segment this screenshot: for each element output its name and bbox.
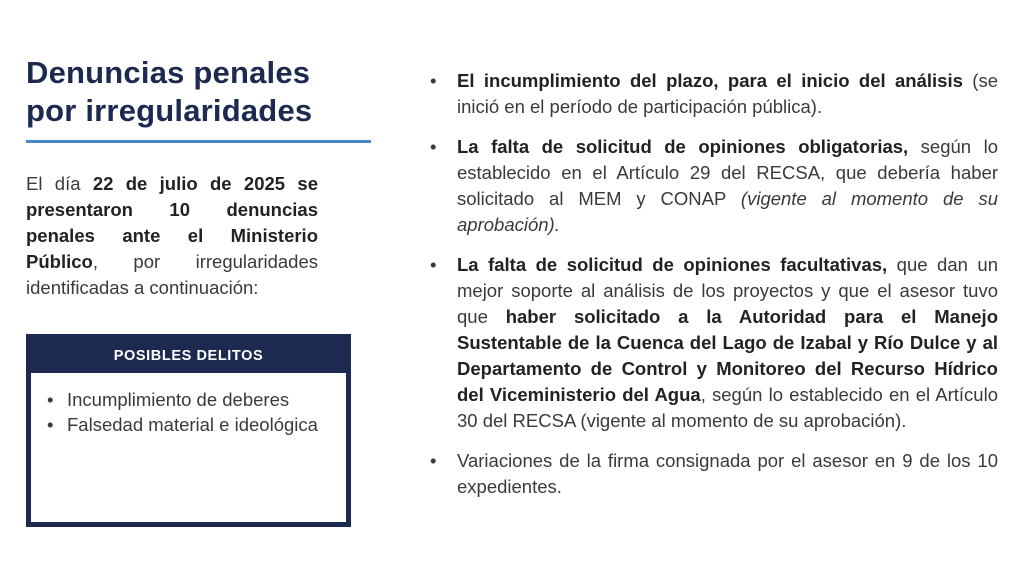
irregularity-text-2: , según lo establecido en el Artículo 30 del RECSA (vigente al momento de su aprobación). — [457, 384, 998, 431]
delitos-list — [31, 373, 346, 437]
bullet-icon: • — [47, 414, 54, 435]
intro-text-2: , por irregularidades identificadas a continuación: — [26, 251, 318, 298]
delito-item — [45, 412, 336, 437]
irregularity-italic-text: (vigente al momento de su aprobación). — [457, 188, 998, 235]
irregularity-bold-text-2: haber solicitado a la Autoridad para el Manejo Sustentable de la Cuenca del Lago de Izabal y Río Dulce y al Departamento de Control y Monitoreo del Recurso Hídrico del Viceministerio del Agua — [457, 306, 998, 405]
title-divider — [26, 140, 371, 143]
bullet-icon: • — [47, 389, 54, 410]
irregularity-bold-text: La falta de solicitud de opiniones obligatorias, — [457, 136, 909, 157]
page-title — [26, 54, 371, 130]
posibles-delitos-header: POSIBLES DELITOS — [31, 339, 346, 373]
delito-item — [45, 387, 336, 412]
irregularity-item — [428, 252, 998, 434]
irregularity-text: (se inició en el período de participación pública). — [457, 70, 998, 117]
intro-date-highlight: 22 de julio de 2025 se presentaron 10 denuncias penales ante el Ministerio Público — [26, 173, 318, 272]
left-panel — [26, 54, 371, 320]
irregularity-text: según lo establecido en el Artículo 29 del RECSA, que debería haber solicitado al MEM y CONAP — [457, 136, 998, 209]
irregularity-item — [428, 68, 998, 120]
title-line-1: Denuncias penales — [26, 55, 311, 90]
irregularity-item — [428, 134, 998, 238]
posibles-delitos-box — [26, 334, 351, 527]
irregularity-bold-text: El incumplimiento del plazo, para el inicio del análisis — [457, 70, 963, 91]
bullet-icon: • — [430, 70, 437, 91]
irregularity-bold-text: La falta de solicitud de opiniones facultativas, — [457, 254, 888, 275]
irregularity-text: Variaciones de la firma consignada por el asesor en 9 de los 10 expedientes. — [457, 450, 998, 497]
irregularity-item — [428, 448, 998, 500]
irregularity-text: que dan un mejor soporte al análisis de los proyectos y que el asesor tuvo que — [457, 254, 998, 327]
intro-text-1: El día — [26, 173, 93, 194]
bullet-icon: • — [430, 450, 437, 471]
irregularities-panel — [428, 68, 998, 514]
delito-item-text: Incumplimiento de deberes — [67, 389, 290, 410]
irregularities-list — [428, 68, 998, 500]
intro-paragraph — [26, 171, 318, 301]
bullet-icon: • — [430, 254, 437, 275]
title-line-2: por irregularidades — [26, 93, 313, 128]
delito-item-text: Falsedad material e ideológica — [67, 414, 318, 435]
bullet-icon: • — [430, 136, 437, 157]
